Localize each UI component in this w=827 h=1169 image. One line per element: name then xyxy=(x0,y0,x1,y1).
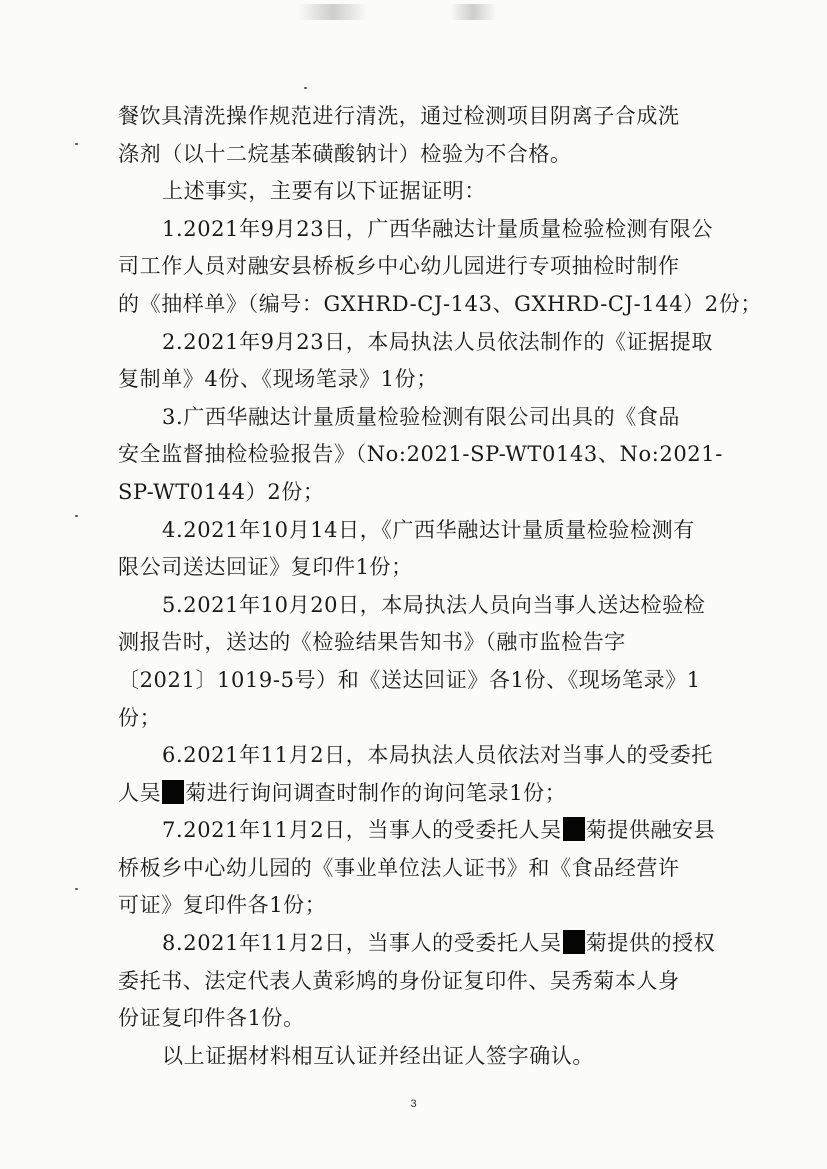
text-line: 可证》复印件各1份； xyxy=(118,893,327,918)
evidence-item-5: 5.2021年10月20日，本局执法人员向当事人送达检验检 xyxy=(162,592,706,617)
text-line: 安全监督抽检检验报告》（No:2021-SP-WT0143、No:2021- xyxy=(118,442,723,467)
evidence-item-8 xyxy=(118,925,716,963)
scan-speck xyxy=(75,143,78,145)
text-line: 测报告时，送达的《检验结果告知书》（融市监检告字 xyxy=(118,630,626,655)
text-line: 复制单》4份、《现场笔录》1份； xyxy=(118,367,438,392)
text-line: 限公司送达回证》复印件1份； xyxy=(118,555,413,580)
text-line xyxy=(118,775,708,813)
text-line: 份证复印件各1份。 xyxy=(118,1006,305,1031)
evidence-item-2: 2.2021年9月23日，本局执法人员依法制作的《证据提取 xyxy=(162,329,713,354)
text-line: 上述事实，主要有以下证据证明： xyxy=(162,179,486,204)
text-segment: 菊进行询问调查时制作的询问笔录1份； xyxy=(185,780,567,805)
text-line: 涤剂（以十二烷基苯磺酸钠计）检验为不合格。 xyxy=(118,141,572,166)
text-line: 桥板乡中心幼儿园的《事业单位法人证书》和《食品经营许 xyxy=(118,855,680,880)
evidence-item-6: 6.2021年11月2日，本局执法人员依法对当事人的受委托 xyxy=(162,743,713,768)
redaction-block xyxy=(563,930,585,954)
document-body xyxy=(118,98,762,1075)
evidence-item-4: 4.2021年10月14日，《广西华融达计量质量检验检测有 xyxy=(162,517,695,542)
text-line: 的《抽样单》（编号：GXHRD-CJ-143、GXHRD-CJ-144）2份； xyxy=(118,291,762,316)
text-line: 委托书、法定代表人黄彩鸠的身份证复印件、吴秀菊本人身 xyxy=(118,968,680,993)
scan-speck xyxy=(304,87,307,89)
text-line: 司工作人员对融安县桥板乡中心幼儿园进行专项抽检时制作 xyxy=(118,254,680,279)
scan-artifact xyxy=(298,4,368,20)
conclusion-line: 以上证据材料相互认证并经出证人签字确认。 xyxy=(162,1043,594,1068)
text-segment: 人吴 xyxy=(118,780,162,805)
text-segment: 8.2021年11月2日，当事人的受委托人吴 xyxy=(162,931,562,956)
redaction-block xyxy=(162,780,184,804)
evidence-item-3: 3.广西华融达计量质量检验检测有限公司出具的《食品 xyxy=(162,404,681,429)
text-segment: 7.2021年11月2日，当事人的受委托人吴 xyxy=(162,818,562,843)
text-segment: 菊提供融安县 xyxy=(585,818,716,843)
text-line: 〔2021〕1019-5号）和《送达回证》各1份、《现场笔录》1 xyxy=(118,667,701,692)
scan-speck xyxy=(75,515,78,517)
scan-speck xyxy=(75,888,78,890)
redaction-block xyxy=(563,817,585,841)
text-line: 餐饮具清洗操作规范进行清洗，通过检测项目阴离子合成洗 xyxy=(118,104,680,128)
text-segment: 菊提供的授权 xyxy=(585,931,716,956)
evidence-item-7 xyxy=(118,812,716,850)
page-number: 3 xyxy=(410,1098,417,1110)
text-line: 份； xyxy=(118,705,162,730)
text-line: SP-WT0144）2份； xyxy=(118,479,325,504)
evidence-item-1: 1.2021年9月23日，广西华融达计量质量检验检测有限公 xyxy=(162,216,713,241)
scan-artifact xyxy=(450,4,496,20)
